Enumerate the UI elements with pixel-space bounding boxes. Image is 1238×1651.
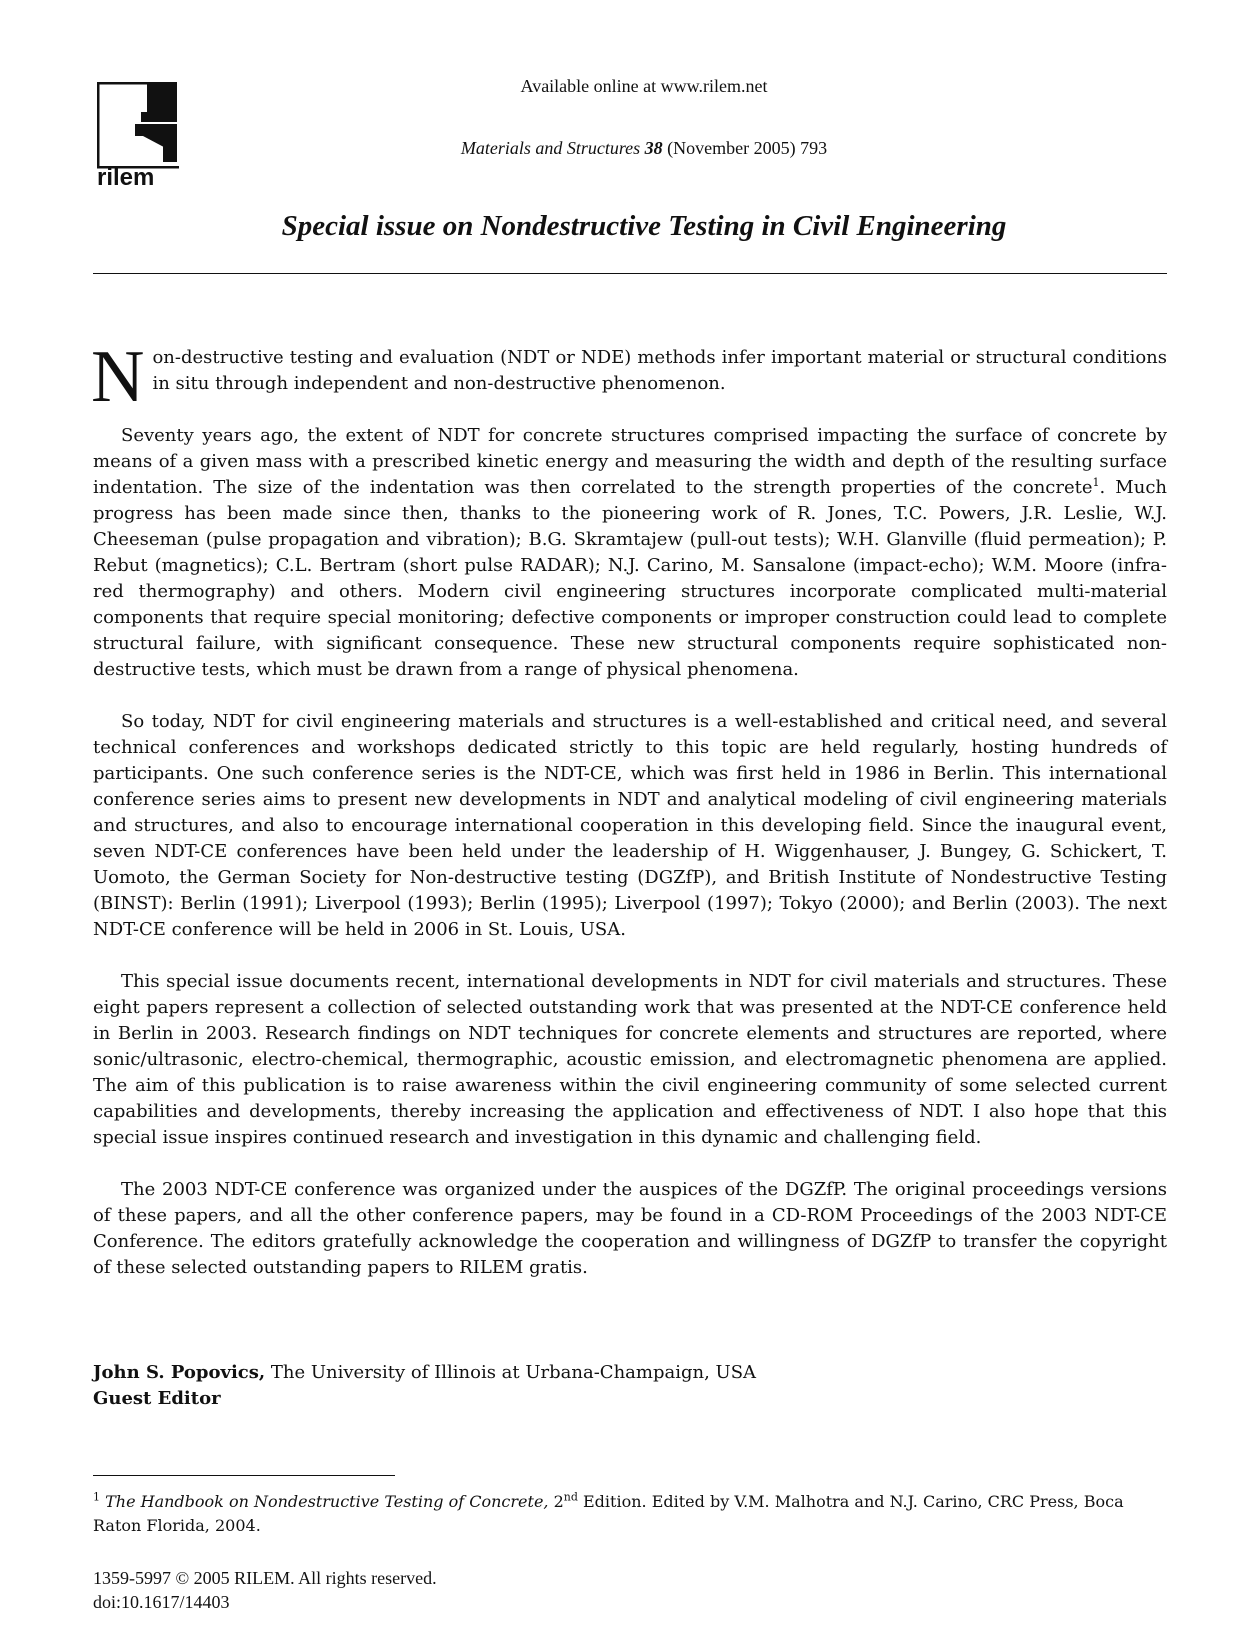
author-affiliation: The University of Illinois at Urbana-Champaign, USA: [265, 1362, 757, 1383]
drop-cap: N: [91, 336, 145, 418]
copyright: 1359-5997 © 2005 RILEM. All rights reserved.: [93, 1568, 437, 1588]
footnote-rest: Edition. Edited by V.M. Malhotra and N.J. Carino, CRC Press, Boca Raton Florida, 2004.: [93, 1492, 1124, 1535]
logo-text: rilem: [97, 164, 155, 186]
paragraph-5: The 2003 NDT-CE conference was organized under the auspices of the DGZfP. The original proceedings versions of these papers, and all the other conference papers, may be found in a CD-ROM Proceedings of the 2003 NDT-CE Conference. The editors gratefully acknowledge the cooperation and willingness of DGZfP to transfer the copyright of these selected outstanding papers to RILEM gratis.: [93, 1179, 1167, 1278]
paragraph-1: [91, 336, 1167, 418]
footnote-edition: 2: [548, 1492, 564, 1511]
footnote-ref: 1: [1092, 476, 1100, 489]
footnote: [93, 1490, 1167, 1538]
signature-line: [93, 1360, 756, 1386]
available-online: Available online at www.rilem.net: [520, 76, 768, 96]
paragraph-2-text-b: . Much progress has been made since then, thanks to the pioneering work of R. Jones, T.C. Powers, J.R. Leslie, W.J. Cheeseman (pulse propagation and vibration); B.G. Skramtajew (pull-out tests); W.H. Glanville (fluid permeation); P. Rebut (magnetics); C.L. Bertram (short pulse RADAR); N.J. Carino, M. Sansalone (impact-echo); W.M. Moore (infra-red thermography) and others. Modern civil engineering structures incorporate complicated multi-material components that require special monitoring; defective components or improper construction could lead to complete structural failure, with significant consequence. These new structural components require sophisticated non-destructive tests, which must be drawn from a range of physical phenomena.: [93, 477, 1168, 680]
paragraph-3: So today, NDT for civil engineering materials and structures is a well-established and critical need, and several technical conferences and workshops dedicated strictly to this topic are held regularly, hosting hundreds of participants. One such conference series is the NDT-CE, which was first held in 1986 in Berlin. This international conference series aims to present new developments in NDT and analytical modeling of civil engineering materials and structures, and also to encourage international cooperation in this developing field. Since the inaugural event, seven NDT-CE conferences have been held under the leadership of H. Wiggenhauser, J. Bungey, G. Schickert, T. Uomoto, the German Society for Non-destructive testing (DGZfP), and British Institute of Nondestructive Testing (BINST): Berlin (1991); Liverpool (1993); Berlin (1995); Liverpool (1997); Tokyo (2000); and Berlin (2003). The next NDT-CE conference will be held in 2006 in St. Louis, USA.: [93, 711, 1167, 940]
journal-volume: 38: [644, 138, 663, 158]
article-body: [91, 336, 1168, 1307]
author-name: John S. Popovics,: [93, 1362, 266, 1383]
paragraph-2-text-a: Seventy years ago, the extent of NDT for concrete structures comprised impacting the surface of concrete by means of a given mass with a prescribed kinetic energy and measuring the width and depth of the resulting surface indentation. The size of the indentation was then correlated to the strength properties of the concrete: [93, 425, 1167, 498]
page-footer: [93, 1566, 437, 1614]
paragraph-2: [93, 423, 1167, 683]
article-title: Special issue on Nondestructive Testing in Civil Engineering: [281, 210, 1007, 242]
signature: [93, 1360, 756, 1412]
author-role: Guest Editor: [93, 1388, 221, 1409]
footnote-marker: 1: [93, 1490, 100, 1504]
footnote-rule: [93, 1475, 395, 1476]
paragraph-4: This special issue documents recent, international developments in NDT for civil materials and structures. These eight papers represent a collection of selected outstanding work that was presented at the NDT-CE conference held in Berlin in 2003. Research findings on NDT techniques for concrete elements and structures are reported, where sonic/ultrasonic, electro-chemical, thermographic, acoustic emission, and electromagnetic phenomena are applied. The aim of this publication is to raise awareness within the civil engineering community of some selected current capabilities and developments, thereby increasing the application and effectiveness of NDT. I also hope that this special issue inspires continued research and investigation in this dynamic and challenging field.: [93, 971, 1167, 1148]
footnote-book-title: The Handbook on Nondestructive Testing of Concrete,: [105, 1492, 549, 1511]
rilem-logo: [97, 82, 192, 186]
rilem-logo-mark: [97, 82, 192, 186]
header-rule: [93, 273, 1167, 274]
footnote-edition-sup: nd: [563, 1490, 578, 1504]
journal-citation: [0, 138, 1238, 159]
paragraph-1-text: on-destructive testing and evaluation (NDT or NDE) methods infer important material or structural conditions in situ through independent and non-destructive phenomenon.: [152, 347, 1167, 394]
journal-title: Materials and Structures: [460, 138, 641, 158]
doi: doi:10.1617/14403: [93, 1592, 230, 1612]
journal-date-page: (November 2005) 793: [667, 138, 828, 158]
